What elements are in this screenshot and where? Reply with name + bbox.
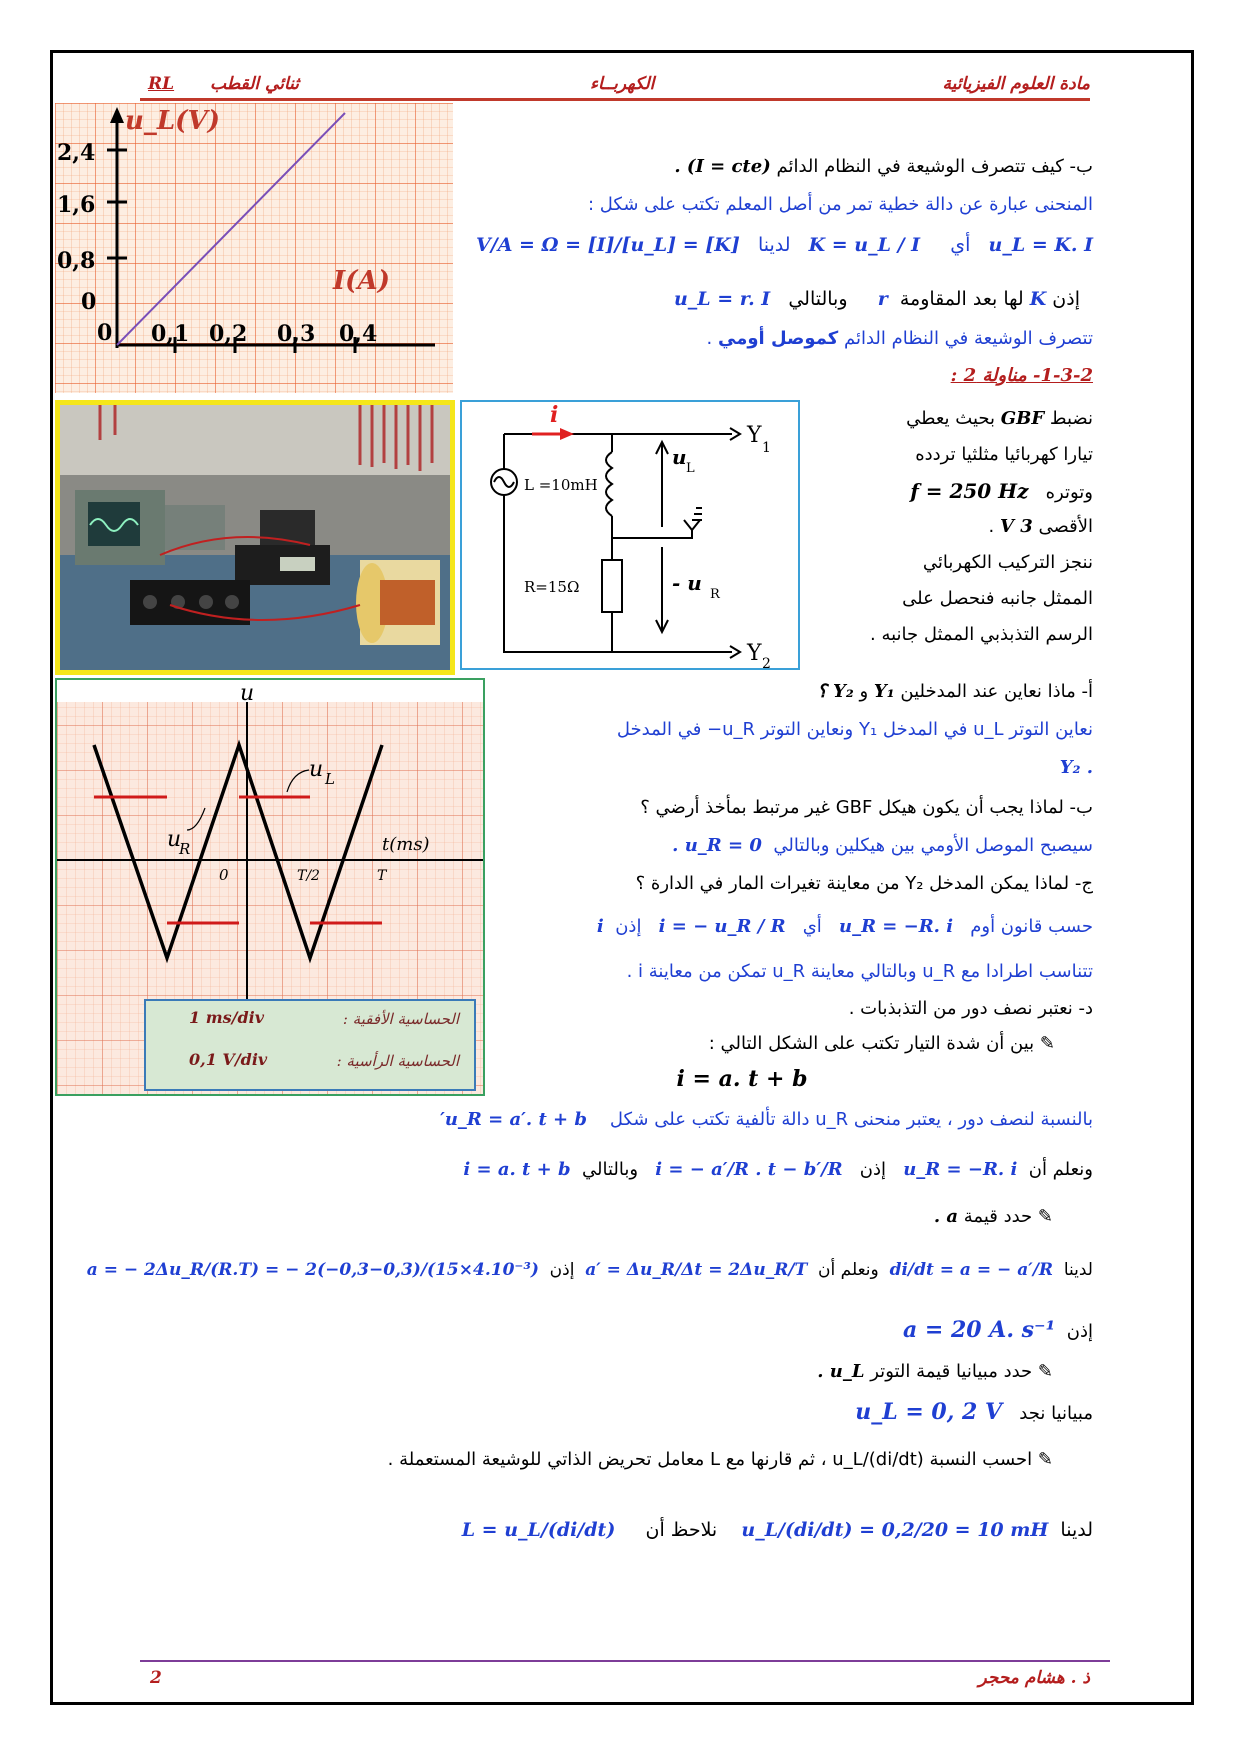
d3-idhan: إذن (859, 1159, 887, 1180)
pencil-icon: ✎ (1039, 1033, 1055, 1054)
symbol-r: r (877, 288, 888, 310)
answer-c-1 (597, 915, 1093, 939)
scope-t-axis: t(ms) (382, 834, 430, 855)
ytick: 2,4 (57, 140, 96, 166)
d10-eq: u_L/(di/dt) = 0,2/20 = 10 mH (741, 1519, 1049, 1541)
scope-origin: 0 (219, 866, 229, 884)
proc-line-3 (910, 479, 1093, 505)
ytick: 1,6 (57, 192, 96, 218)
scope-half-period: T/2 (297, 868, 320, 884)
pencil-icon: ✎ (1037, 1449, 1053, 1470)
p1: نضبط (1049, 408, 1093, 429)
task-1 (709, 1032, 1055, 1056)
d5-text: لدينا (1063, 1260, 1093, 1280)
answer-b2 (672, 834, 1093, 858)
h-sens-value: 1 ms/div (189, 1008, 265, 1027)
d2-text: بالنسبة لنصف دور ، يعتبر منحنى u_R دالة تألفية تكتب على شكل (609, 1109, 1093, 1130)
d9-text: احسب النسبة u_L/(di/dt) ، ثم قارنها مع L معامل تحريض الذاتي للوشيعة المستعملة . (387, 1449, 1033, 1470)
p1b: بحيث يعطي (906, 408, 996, 429)
circuit-y1-sub: 1 (762, 440, 771, 456)
header-chapter: الكهربــاء (590, 74, 655, 94)
d3-w: وبالتالي (582, 1159, 639, 1180)
d8-eq: u_L = 0, 2 V (855, 1399, 1003, 1425)
question-a (817, 680, 1093, 704)
word-ladayna: لدينا (757, 234, 791, 256)
d10-n: نلاحظ أن (645, 1519, 718, 1541)
pencil-icon: ✎ (1037, 1361, 1053, 1382)
d8-line (855, 1400, 1093, 1426)
d3-text: ونعلم أن (1028, 1159, 1093, 1180)
d3-line (463, 1158, 1093, 1182)
ytick: 0,8 (57, 248, 96, 274)
word-ay: أي (950, 234, 971, 256)
answer-line-1: المنحنى عبارة عن دالة خطية تمر من أصل المعلم تكتب على شكل : (588, 194, 1093, 215)
footer-rule (140, 1660, 1110, 1662)
eq-ul-k: u_L = K. I (988, 234, 1093, 256)
p4-eq: 3 V (1000, 516, 1033, 537)
d3-eq2: i = − a′/R . t − b′/R (655, 1159, 843, 1180)
ac1-idhan: إذن (615, 916, 642, 937)
scope-ul-sub: L (325, 770, 335, 788)
d3-eq1: u_R = −R. i (903, 1159, 1018, 1180)
q-text: ب- كيف تتصرف الوشيعة في النظام الدائم (776, 156, 1093, 177)
answer-a-1: نعاين التوتر u_L في المدخل Y₁ ونعاين التوتر u_R− في المدخل (616, 719, 1093, 740)
proc-line-2: تيارا كهربائيا مثلثيا تردده (915, 444, 1093, 465)
circuit-ul-sub: L (686, 461, 695, 476)
circuit-inductor: L =10mH (524, 476, 598, 494)
circuit-diagram (460, 400, 800, 670)
p4: الأقصى (1038, 516, 1093, 537)
d5-eq3: a = − 2Δu_R/(R.T) = − 2(−0,3−0,3)/(15×4.10⁻³) (86, 1260, 539, 1280)
pencil-icon: ✎ (1037, 1206, 1053, 1227)
task-3 (817, 1360, 1053, 1384)
header-topic: ثنائي القطب (210, 74, 300, 94)
oscillogram (55, 678, 485, 1096)
ul-vs-i-graph (55, 103, 453, 393)
p3: وتوتره (1045, 482, 1093, 503)
d4-a: a . (933, 1206, 959, 1227)
v-sens-label: الحساسية الرأسية : (336, 1052, 459, 1070)
xtick: 0 (97, 320, 113, 346)
xtick: 0,3 (277, 321, 316, 347)
ab2-text: سيصبح الموصل الأومي بين هيكلين وبالتالي (773, 835, 1093, 856)
answer-line-2 (476, 233, 1093, 257)
qa-y2: Y₂ ؟ (817, 681, 854, 702)
p4-end: . (988, 516, 995, 537)
xtick: 0,4 (339, 321, 378, 347)
p3-eq: f = 250 Hz (910, 479, 1029, 503)
xtick: 0,2 (209, 321, 248, 347)
lab-photo (55, 400, 455, 675)
circuit-y2: Y (747, 641, 762, 666)
ac1-i: i (596, 916, 604, 937)
answer-c-2: تتناسب اطرادا مع u_R وبالتالي معاينة u_R تمكن من معاينة i . (626, 961, 1093, 982)
proc-line-7: الرسم التذبذبي الممثل جانبه . (870, 624, 1093, 645)
xtick: 0,1 (151, 321, 190, 347)
k-dim: لها بعد المقاومة (899, 288, 1024, 310)
symbol-k: K (1029, 288, 1047, 310)
d5-line (87, 1258, 1093, 1282)
d6-line (903, 1318, 1093, 1344)
answer-line-3 (674, 287, 1080, 311)
d2-eq: u_R = a′. t + b′ (440, 1109, 587, 1130)
d10-text: لدينا (1060, 1519, 1093, 1541)
d5-eq1: di/dt = a = − a′/R (889, 1260, 1054, 1280)
d8-text: مبيانيا نجد (1019, 1403, 1093, 1424)
ac1-eq1: u_R = −R. i (838, 916, 954, 937)
circuit-current: i (550, 402, 559, 428)
section-title: 1-3-2- مناولة 2 : (950, 365, 1093, 386)
d10-line (462, 1518, 1093, 1542)
d10-eq2: L = u_L/(di/dt) (461, 1519, 616, 1541)
scope-u-axis: u (240, 681, 255, 706)
proc-line-6: الممثل جانبه فنحصل على (902, 588, 1093, 609)
proc-line-4 (989, 515, 1093, 539)
header-rule (140, 98, 1090, 101)
behav-text: تتصرف الوشيعة في النظام الدائم (843, 328, 1093, 349)
scope-ur-label: u (167, 827, 182, 852)
task-2 (934, 1205, 1053, 1229)
qa-text: أ- ماذا نعاين عند المدخلين (900, 681, 1093, 702)
scope-ur-sub: R (179, 840, 191, 858)
sensitivity-box (149, 1002, 471, 1090)
question-b2: ب- لماذا يجب أن يكون هيكل GBF غير مرتبط بمأخذ أرضي ؟ (640, 797, 1093, 818)
d1-eq: i = a. t + b (676, 1066, 808, 1092)
ab2-eq: u_R = 0 . (672, 835, 762, 856)
circuit-y2-sub: 2 (762, 656, 771, 668)
header-code: RL (148, 74, 175, 94)
qa-y1: Y₁ (873, 681, 895, 702)
word-wabittali: وبالتالي (788, 288, 848, 310)
ac1-ay: أي (802, 916, 822, 937)
q-math: (I = cte) . (674, 156, 771, 177)
circuit-ul: u (672, 445, 687, 469)
p1-gbf: GBF (1000, 408, 1045, 429)
d1-text: بين أن شدة التيار تكتب على الشكل التالي : (708, 1033, 1035, 1054)
scope-ul-label: u (309, 757, 324, 782)
d5-w: ونعلم أن (818, 1260, 879, 1280)
d7-text: حدد مبيانيا قيمة التوتر (870, 1361, 1033, 1382)
behav-end: . (706, 328, 713, 349)
eq-ul-r: u_L = r. I (673, 288, 771, 310)
proc-line-5: ننجز التركيب الكهربائي (922, 552, 1093, 573)
d5-idhan: إذن (549, 1260, 575, 1280)
circuit-ur-sub: R (710, 587, 720, 602)
ytick: 0 (81, 289, 97, 315)
circuit-ur: - u (672, 571, 702, 595)
question-d: د- نعتبر نصف دور من التذبذبات . (848, 998, 1093, 1019)
qa-w: و (859, 681, 869, 702)
answer-line-4 (707, 327, 1093, 351)
d7-u: u_L . (817, 1361, 865, 1382)
d3-eq3: i = a. t + b (463, 1159, 571, 1180)
d2-line (440, 1108, 1093, 1132)
circuit-y1: Y (747, 423, 762, 448)
eq-k: K = u_L / I (808, 234, 921, 256)
ac1-eq2: i = − u_R / R (658, 916, 786, 937)
d6-text: إذن (1066, 1321, 1093, 1342)
question-b (674, 155, 1093, 179)
h-sens-label: الحساسية الأفقية : (342, 1010, 459, 1028)
ac1-text: حسب قانون أوم (970, 916, 1093, 937)
answer-a-2: . Y₂ (1059, 757, 1093, 778)
d6-eq: a = 20 A. s⁻¹ (902, 1317, 1056, 1343)
footer-page-number: 2 (150, 1668, 162, 1688)
task-4 (388, 1448, 1053, 1472)
proc-line-1 (906, 407, 1093, 431)
graph-xlabel: I(A) (333, 266, 390, 296)
behav-bold: كموصل أومي (717, 328, 839, 349)
scope-period: T (377, 868, 387, 884)
eq-dims: [K] = [u_L]/[I] = V/A = Ω (476, 234, 740, 256)
footer-author: ذ . هشام محجر (978, 1668, 1090, 1688)
d5-eq2: a′ = Δu_R/Δt = 2Δu_R/T (585, 1260, 808, 1280)
graph-ylabel: u_L(V) (125, 106, 220, 136)
circuit-resistor: R=15Ω (524, 578, 580, 596)
word-idhan: إذن (1052, 288, 1080, 310)
d4-text: حدد قيمة (963, 1206, 1033, 1227)
header-subject: مادة العلوم الفيزيائية (942, 74, 1090, 94)
question-c: ج- لماذا يمكن المدخل Y₂ من معاينة تغيرات المار في الدارة ؟ (635, 873, 1093, 894)
v-sens-value: 0,1 V/div (189, 1050, 268, 1069)
